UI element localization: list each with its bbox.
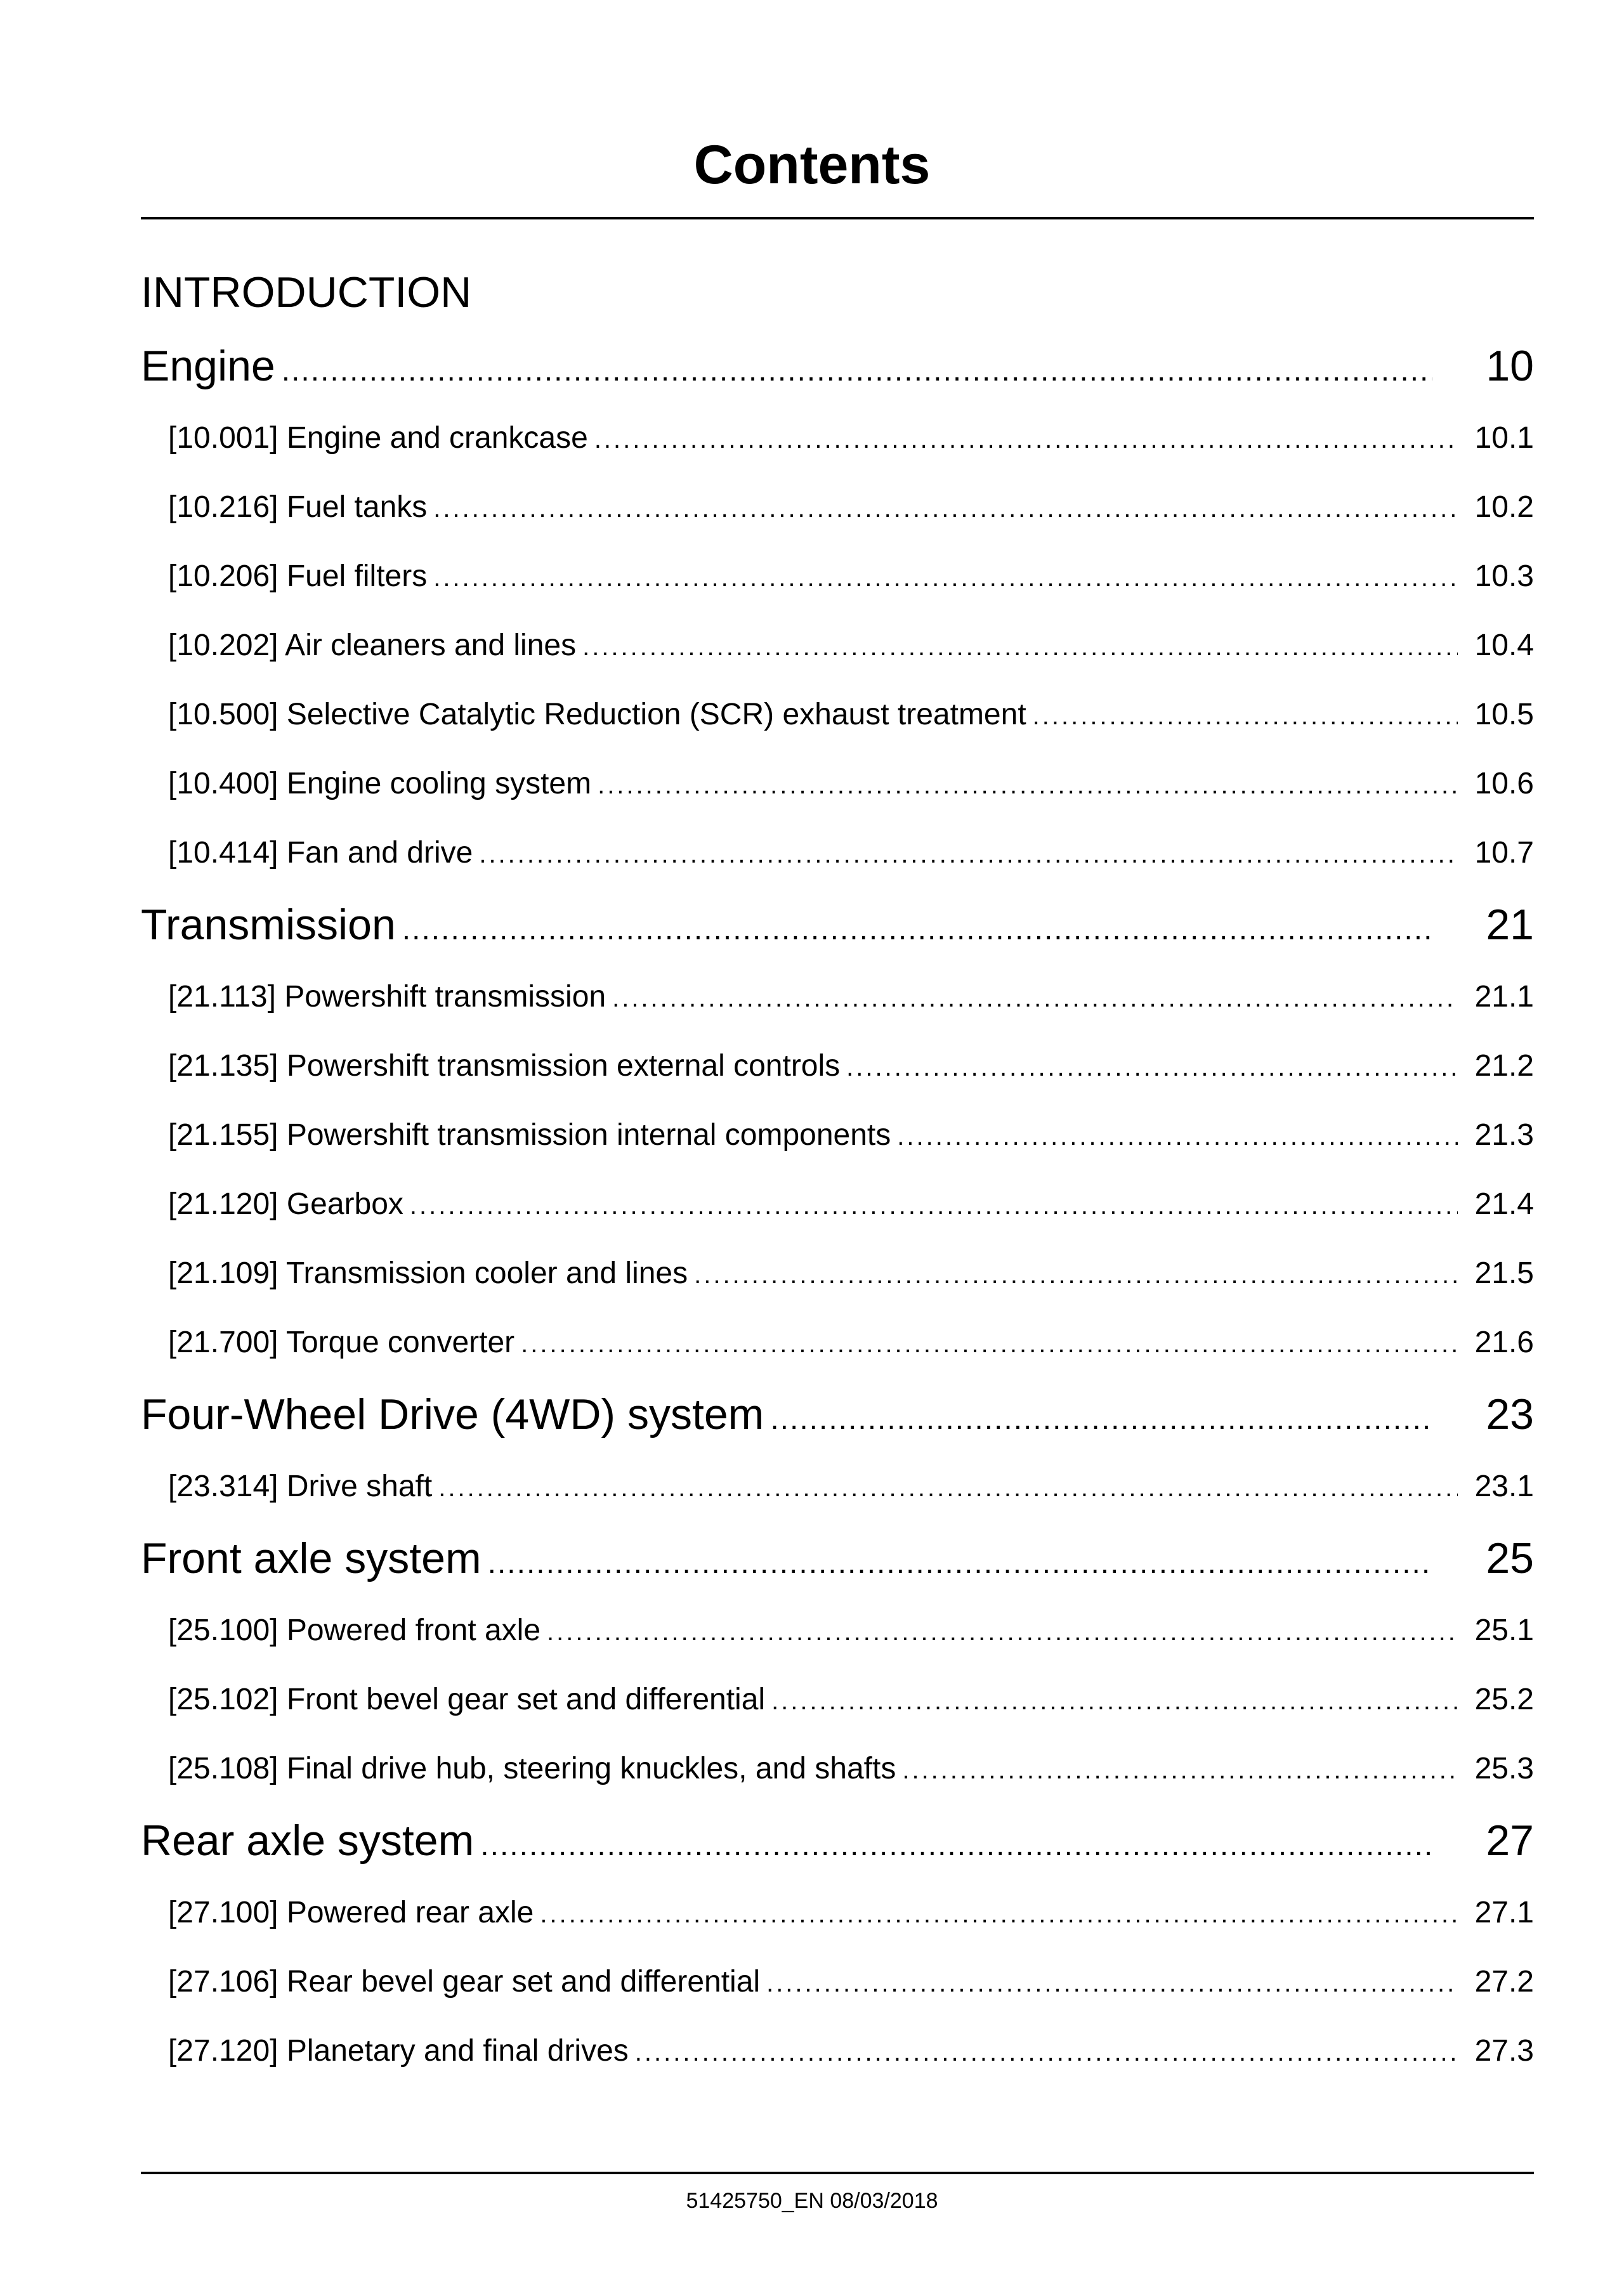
dot-leader <box>612 964 1458 1031</box>
toc-item[interactable] <box>141 1170 1534 1239</box>
dot-leader <box>521 1310 1458 1377</box>
toc-section-page: 10 <box>1486 342 1534 390</box>
toc-item-label: [21.113] Powershift transmission <box>168 980 606 1014</box>
toc-item-page: 10.5 <box>1474 698 1534 731</box>
toc-item-page: 21.1 <box>1474 980 1534 1014</box>
toc-item-page: 27.3 <box>1474 2034 1534 2068</box>
toc-item[interactable] <box>141 680 1534 749</box>
toc-item-page: 21.5 <box>1474 1256 1534 1290</box>
toc-item-label: [21.135] Powershift transmission external controls <box>168 1049 841 1083</box>
toc-section-engine[interactable] <box>141 329 1534 403</box>
table-of-contents <box>141 329 1534 2085</box>
dot-leader <box>547 1598 1458 1665</box>
toc-item-page: 21.3 <box>1474 1118 1534 1152</box>
toc-item[interactable] <box>141 1308 1534 1377</box>
toc-item-label: [10.202] Air cleaners and lines <box>168 629 577 662</box>
toc-item[interactable] <box>141 542 1534 611</box>
dot-leader <box>540 1880 1458 1947</box>
intro-heading: INTRODUCTION <box>141 268 472 316</box>
toc-section-front-axle[interactable] <box>141 1521 1534 1596</box>
toc-item-label: [25.108] Final drive hub, steering knuckles, and shafts <box>168 1752 896 1785</box>
dot-leader <box>433 544 1458 611</box>
toc-item-page: 10.6 <box>1474 767 1534 800</box>
toc-item-label: [10.001] Engine and crankcase <box>168 421 588 455</box>
toc-item-page: 21.2 <box>1474 1049 1534 1083</box>
toc-item-label: [21.120] Gearbox <box>168 1187 403 1221</box>
dot-leader <box>282 334 1432 403</box>
toc-section-label: Rear axle system <box>141 1817 475 1865</box>
dot-leader <box>771 1667 1458 1734</box>
toc-section-label: Front axle system <box>141 1534 481 1582</box>
dot-leader <box>433 474 1458 542</box>
toc-item-page: 25.2 <box>1474 1683 1534 1716</box>
dot-leader <box>594 405 1458 473</box>
toc-section-label: Transmission <box>141 901 396 949</box>
dot-leader <box>902 1736 1458 1803</box>
toc-item-label: [25.102] Front bevel gear set and differential <box>168 1683 766 1716</box>
document-footer: 51425750_EN 08/03/2018 <box>686 2189 938 2213</box>
dot-leader <box>598 751 1458 818</box>
toc-item-label: [27.100] Powered rear axle <box>168 1896 534 1929</box>
dot-leader <box>766 1949 1458 2016</box>
dot-leader <box>770 1382 1432 1452</box>
toc-item-label: [10.414] Fan and drive <box>168 836 473 870</box>
toc-item-page: 10.3 <box>1474 559 1534 593</box>
toc-item[interactable] <box>141 403 1534 473</box>
dot-leader <box>402 892 1432 962</box>
toc-item-page: 21.4 <box>1474 1187 1534 1221</box>
toc-section-page: 25 <box>1486 1534 1534 1582</box>
toc-item[interactable] <box>141 1878 1534 1947</box>
toc-item[interactable] <box>141 1734 1534 1803</box>
toc-section-label: Engine <box>141 342 275 390</box>
toc-item[interactable] <box>141 962 1534 1031</box>
toc-item-page: 25.3 <box>1474 1752 1534 1785</box>
toc-item-page: 25.1 <box>1474 1614 1534 1647</box>
dot-leader <box>438 1454 1458 1521</box>
toc-item[interactable] <box>141 1596 1534 1665</box>
toc-item-page: 10.4 <box>1474 629 1534 662</box>
toc-item-page: 27.2 <box>1474 1965 1534 1999</box>
toc-item-page: 23.1 <box>1474 1470 1534 1503</box>
toc-section-page: 23 <box>1486 1390 1534 1438</box>
page-title: Contents <box>693 134 931 195</box>
toc-item-label: [10.206] Fuel filters <box>168 559 428 593</box>
toc-item-label: [27.106] Rear bevel gear set and differential <box>168 1965 761 1999</box>
dot-leader <box>897 1102 1458 1170</box>
toc-item-page: 10.2 <box>1474 490 1534 524</box>
dot-leader <box>480 1808 1432 1878</box>
dot-leader <box>846 1033 1458 1100</box>
toc-item-label: [10.400] Engine cooling system <box>168 767 592 800</box>
toc-item[interactable] <box>141 1452 1534 1521</box>
toc-item[interactable] <box>141 1031 1534 1100</box>
toc-item[interactable] <box>141 2016 1534 2085</box>
toc-item[interactable] <box>141 818 1534 887</box>
toc-section-label: Four-Wheel Drive (4WD) system <box>141 1390 764 1438</box>
toc-item[interactable] <box>141 749 1534 818</box>
dot-leader <box>410 1171 1458 1239</box>
toc-section-rear-axle[interactable] <box>141 1803 1534 1878</box>
toc-item[interactable] <box>141 1239 1534 1308</box>
toc-item-label: [21.109] Transmission cooler and lines <box>168 1256 688 1290</box>
toc-item-page: 10.1 <box>1474 421 1534 455</box>
toc-item-label: [27.120] Planetary and final drives <box>168 2034 629 2068</box>
dot-leader <box>694 1241 1458 1308</box>
dot-leader <box>1033 682 1458 749</box>
toc-item-label: [25.100] Powered front axle <box>168 1614 541 1647</box>
toc-item-label: [23.314] Drive shaft <box>168 1470 433 1503</box>
toc-item-label: [10.216] Fuel tanks <box>168 490 428 524</box>
toc-item-label: [21.155] Powershift transmission internal components <box>168 1118 891 1152</box>
toc-section-transmission[interactable] <box>141 887 1534 962</box>
toc-item[interactable] <box>141 611 1534 680</box>
toc-item-label: [21.700] Torque converter <box>168 1326 515 1359</box>
dot-leader <box>488 1526 1432 1596</box>
toc-item[interactable] <box>141 1665 1534 1734</box>
toc-item[interactable] <box>141 1100 1534 1170</box>
toc-section-page: 27 <box>1486 1817 1534 1865</box>
toc-item-page: 10.7 <box>1474 836 1534 870</box>
toc-item-page: 27.1 <box>1474 1896 1534 1929</box>
toc-item-page: 21.6 <box>1474 1326 1534 1359</box>
toc-section-4wd[interactable] <box>141 1377 1534 1452</box>
toc-item[interactable] <box>141 1947 1534 2016</box>
footer-divider <box>141 2172 1534 2174</box>
title-divider <box>141 217 1534 219</box>
toc-item[interactable] <box>141 473 1534 542</box>
toc-section-page: 21 <box>1486 901 1534 949</box>
dot-leader <box>582 613 1458 680</box>
dot-leader <box>635 2018 1458 2085</box>
toc-item-label: [10.500] Selective Catalytic Reduction (SCR) exhaust treatment <box>168 698 1026 731</box>
dot-leader <box>479 820 1458 887</box>
